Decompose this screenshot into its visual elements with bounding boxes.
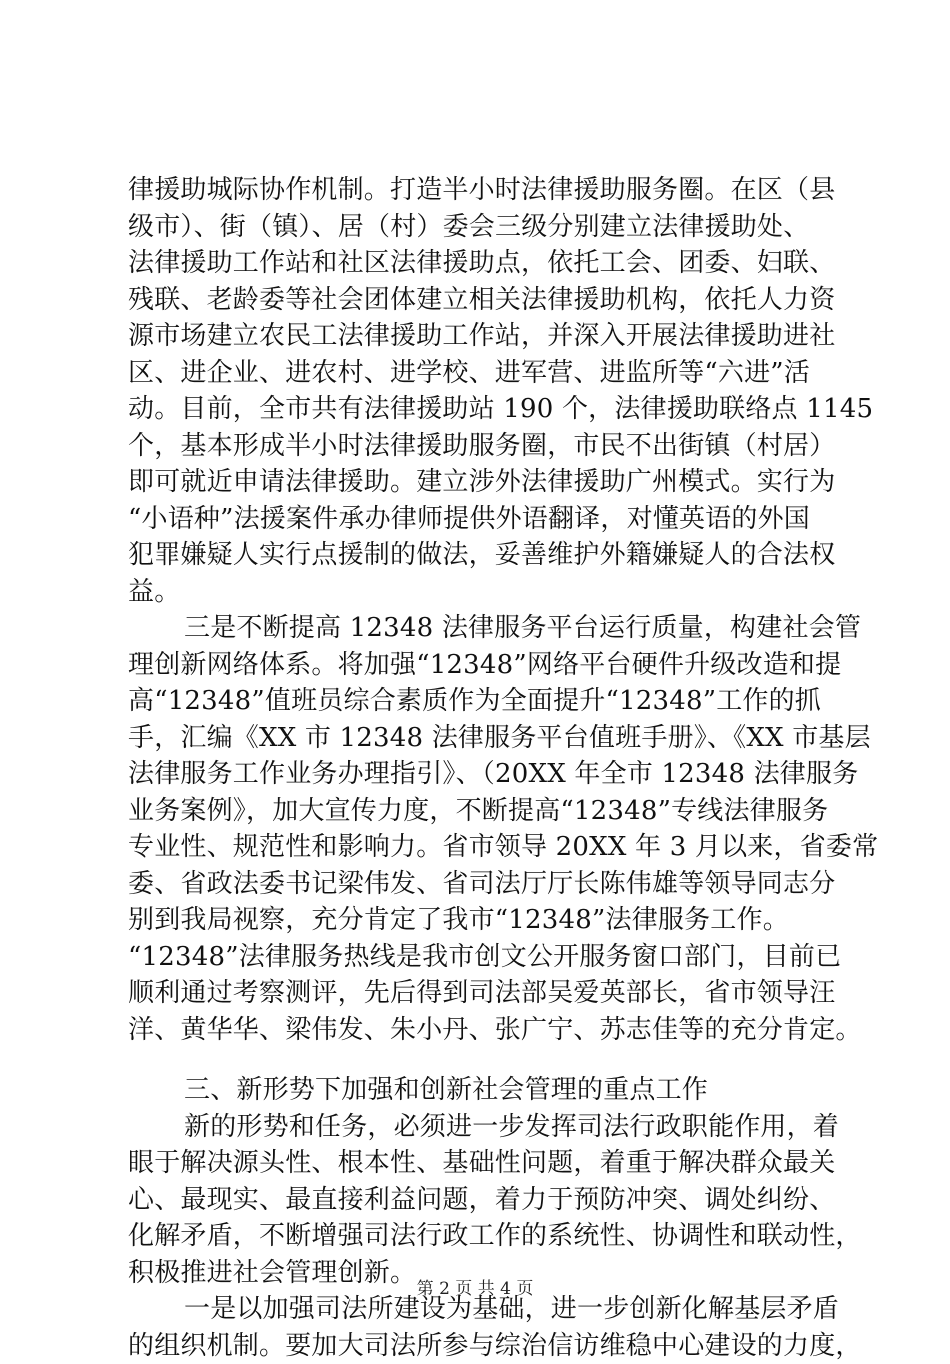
text-line: 动。目前，全市共有法律援助站 190 个，法律援助联络点 1145 [128,391,848,428]
text-line: 益。 [128,574,848,611]
paragraph-first-line: 新的形势和任务，必须进一步发挥司法行政职能作用，着 [128,1109,848,1146]
text-line: 别到我局视察，充分肯定了我市“12348”法律服务工作。 [128,902,848,939]
text-line: 区、进企业、进农村、进学校、进军营、进监所等“六进”活 [128,355,848,392]
text-line: 业务案例》，加大宣传力度，不断提高“12348”专线法律服务 [128,793,848,830]
text-line: 残联、老龄委等社会团体建立相关法律援助机构，依托人力资 [128,282,848,319]
text-line: 即可就近申请法律援助。建立涉外法律援助广州模式。实行为 [128,464,848,501]
text-line: 级市）、街（镇）、居（村）委会三级分别建立法律援助处、 [128,209,848,246]
text-line: 积极推进社会管理创新。 [128,1255,848,1292]
paragraph-gap [128,1048,848,1072]
text-line: 理创新网络体系。将加强“12348”网络平台硬件升级改造和提 [128,647,848,684]
text-line: 专业性、规范性和影响力。省市领导 20XX 年 3 月以来，省委常 [128,829,848,866]
text-line: 手，汇编《XX 市 12348 法律服务平台值班手册》、《XX 市基层 [128,720,848,757]
text-line: 的组织机制。要加大司法所参与综治信访维稳中心建设的力度， [128,1328,848,1364]
text-line: 心、最现实、最直接利益问题，着力于预防冲突、调处纠纷、 [128,1182,848,1219]
document-body [128,172,848,1364]
page-footer: 第 2 页 共 4 页 [0,1278,950,1300]
paragraph-first-line: 一是以加强司法所建设为基础，进一步创新化解基层矛盾 [128,1291,848,1328]
text-line: “小语种”法援案件承办律师提供外语翻译，对懂英语的外国 [128,501,848,538]
text-line: “12348”法律服务热线是我市创文公开服务窗口部门，目前已 [128,939,848,976]
text-line: 源市场建立农民工法律援助工作站，并深入开展法律援助进社 [128,318,848,355]
text-line: 眼于解决源头性、根本性、基础性问题，着重于解决群众最关 [128,1145,848,1182]
text-line: 洋、黄华华、梁伟发、朱小丹、张广宁、苏志佳等的充分肯定。 [128,1012,848,1049]
text-line: 顺利通过考察测评，先后得到司法部吴爱英部长，省市领导汪 [128,975,848,1012]
text-line: 化解矛盾，不断增强司法行政工作的系统性、协调性和联动性， [128,1218,848,1255]
text-line: 法律服务工作业务办理指引》、（20XX 年全市 12348 法律服务 [128,756,848,793]
text-line: 个，基本形成半小时法律援助服务圈，市民不出街镇（村居） [128,428,848,465]
text-line: 犯罪嫌疑人实行点援制的做法，妥善维护外籍嫌疑人的合法权 [128,537,848,574]
section-heading: 三、新形势下加强和创新社会管理的重点工作 [128,1072,848,1109]
text-line: 委、省政法委书记梁伟发、省司法厅厅长陈伟雄等领导同志分 [128,866,848,903]
text-line: 律援助城际协作机制。打造半小时法律援助服务圈。在区（县 [128,172,848,209]
text-line: 高“12348”值班员综合素质作为全面提升“12348”工作的抓 [128,683,848,720]
paragraph-first-line: 三是不断提高 12348 法律服务平台运行质量，构建社会管 [128,610,848,647]
text-line: 法律援助工作站和社区法律援助点，依托工会、团委、妇联、 [128,245,848,282]
